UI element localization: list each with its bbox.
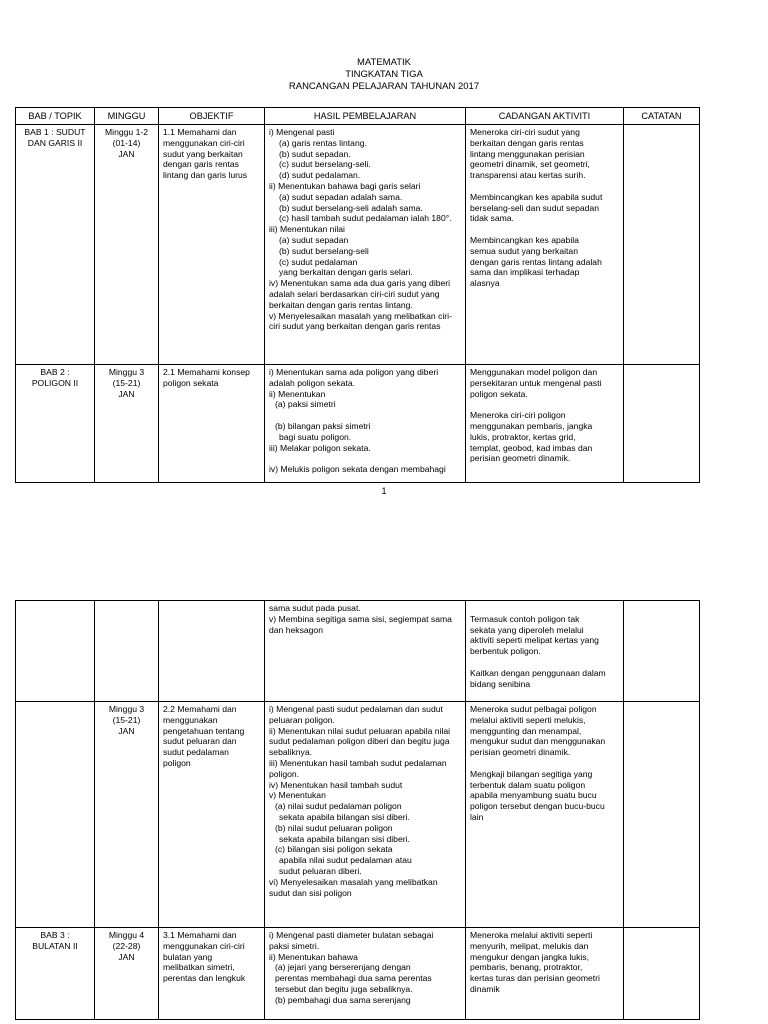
form-level-title: TINGKATAN TIGA — [345, 69, 423, 80]
cell-line: berkaitan dengan garis rentas lintang. — [269, 299, 413, 310]
hasil-pembelajaran-cell — [265, 365, 466, 483]
cell-line: dengan garis rentas — [163, 159, 239, 170]
minggu-cell — [95, 928, 159, 1020]
hasil-pembelajaran-cell — [265, 928, 466, 1020]
cell-line: Kaitkan dengan penggunaan dalam — [470, 667, 606, 678]
cell-line: (a) garis rentas lintang. — [279, 137, 367, 148]
cell-line: adalah poligon sekata. — [269, 377, 356, 388]
cell-line: (b) sudut sepadan. — [279, 148, 351, 159]
cell-line: lintang dan garis lurus — [163, 170, 248, 181]
cell-line: dinamik — [470, 983, 500, 994]
column-header: CATATAN — [624, 108, 700, 125]
minggu-cell — [95, 601, 159, 702]
cell-line: bidang senibina — [470, 678, 531, 689]
cell-line: JAN — [118, 725, 135, 736]
cell-line: peluaran poligon. — [269, 714, 335, 725]
cell-line: (a) sudut sepadan adalah sama. — [279, 191, 403, 202]
cell-line: (b) sudut berselang-seli adalah sama. — [279, 202, 423, 213]
cell-line: iv) Menentukan sama ada dua garis yang diberi — [269, 278, 451, 289]
cell-line: iii) Melakar poligon sekata. — [269, 442, 371, 453]
page-number: 1 — [381, 486, 387, 496]
cell-line: (a) paksi simetri — [275, 399, 336, 410]
cell-line: poligon — [163, 757, 191, 768]
cadangan-aktiviti-cell — [466, 928, 624, 1020]
cell-line: BAB 1 : SUDUT — [24, 127, 86, 137]
cell-line: JAN — [118, 951, 135, 962]
catatan-cell — [624, 702, 700, 928]
cell-line: transparensi atau kertas surih. — [470, 170, 586, 181]
cell-line: sudut pedalaman — [163, 747, 229, 758]
cell-line: Meneroka ciri-ciri poligon — [470, 410, 566, 421]
cell-line: BAB 3 : — [40, 930, 70, 940]
bab-topik-cell — [16, 601, 95, 702]
cell-line: POLIGON II — [31, 377, 79, 388]
minggu-cell — [95, 125, 159, 365]
column-header: CADANGAN AKTIVITI — [466, 108, 624, 125]
table-row — [16, 928, 700, 1020]
cadangan-aktiviti-cell — [466, 125, 624, 365]
cell-line: i) Mengenal pasti — [269, 127, 335, 137]
cell-line: Minggu 3 — [108, 704, 145, 714]
cell-line: aktiviti seperti melipat kertas yang — [470, 635, 599, 646]
cell-line: v) Menyelesaikan masalah yang melibatkan ciri- — [269, 310, 452, 321]
cell-line: (c) bilangan sisi poligon sekata — [275, 844, 393, 855]
cell-line: (a) nilai sudut pedalaman poligon — [275, 801, 402, 812]
cell-line: menggunakan ciri-ciri — [163, 940, 245, 951]
cell-line: templat, geobod, kad imbas dan — [470, 442, 593, 453]
cell-line: melibatkan simetri, — [163, 962, 235, 973]
cell-line: Minggu 3 — [108, 367, 145, 377]
cell-line: i) Menentukan sama ada poligon yang diberi — [269, 367, 439, 377]
cell-line: melalui aktiviti seperti melukis, — [470, 714, 586, 725]
cell-line: (c) hasil tambah sudut pedalaman ialah 180°. — [279, 213, 452, 224]
cell-line: 2.1 Memahami konsep — [163, 367, 250, 377]
cell-line: Meneroka ciri-ciri sudut yang — [470, 127, 580, 137]
cadangan-aktiviti-cell — [466, 601, 624, 702]
cell-line: i) Mengenal pasti diameter bulatan sebagai — [269, 930, 434, 940]
cell-line: mengukur dengan jangka lukis, — [470, 951, 589, 962]
cell-line: sama dan implikasi terhadap — [470, 267, 580, 278]
cell-line: sudut pedalaman poligon diberi dan begitu juga — [269, 736, 450, 747]
cell-line: ii) Menentukan nilai sudut peluaran apabila nilai — [269, 725, 451, 736]
cell-line: sekata yang diperoleh melalui — [470, 624, 584, 635]
cell-line: menyurih, melipat, melukis dan — [470, 940, 589, 951]
cell-line: sebaliknya. — [269, 747, 312, 758]
cell-line: pengetahuan tentang — [163, 725, 245, 736]
cell-line: poligon sekata — [163, 377, 219, 388]
bab-topik-cell — [16, 702, 95, 928]
cell-line: (c) sudut berselang-seli. — [279, 159, 371, 170]
cell-line: DAN GARIS II — [27, 137, 83, 148]
cell-line: adalah selari berdasarkan ciri-ciri sudut yang — [269, 288, 440, 299]
hasil-pembelajaran-cell — [265, 125, 466, 365]
cell-line: sama sudut pada pusat. — [269, 603, 361, 613]
catatan-cell — [624, 125, 700, 365]
cell-line: (a) jejari yang berserenjang dengan — [275, 962, 411, 973]
cell-line: Meneroka sudut pelbagai poligon — [470, 704, 597, 714]
cell-line: (b) sudut berselang-seli — [279, 245, 369, 256]
objektif-cell — [159, 601, 265, 702]
cell-line: i) Mengenal pasti sudut pedalaman dan sudut — [269, 704, 443, 714]
cell-line: perentas membahagi dua sama perentas — [275, 973, 432, 984]
cell-line: Mengkaji bilangan segitiga yang — [470, 768, 593, 779]
cell-line: Membincangkan kes apabila sudut — [470, 191, 603, 202]
cell-line: lintang menggunakan perisian — [470, 148, 585, 159]
cell-line: apabila menyambung suatu bucu — [470, 790, 597, 801]
cell-line: JAN — [118, 148, 135, 159]
cell-line: pembaris, benang, protraktor, — [470, 962, 583, 973]
catatan-cell — [624, 365, 700, 483]
cell-line: berbentuk poligon. — [470, 646, 541, 657]
cell-line: semua sudut yang berkaitan — [470, 245, 578, 256]
cell-line: tersebut dan begitu juga sebaliknya. — [275, 983, 413, 994]
lesson-plan-table-page2 — [15, 600, 700, 1020]
cell-line: iv) Melukis poligon sekata dengan membahagi — [269, 464, 446, 475]
cell-line: terbentuk dalam suatu poligon — [470, 779, 586, 790]
cell-line: sudut yang berkaitan — [163, 148, 243, 159]
hasil-pembelajaran-cell — [265, 601, 466, 702]
cell-line: (b) bilangan paksi simetri — [275, 420, 371, 431]
cell-line: ciri sudut yang berkaitan dengan garis rentas — [269, 321, 441, 332]
cell-line: sudut dan sisi poligon — [269, 887, 352, 898]
hasil-pembelajaran-cell — [265, 702, 466, 928]
objektif-cell — [159, 928, 265, 1020]
cell-line: Minggu 4 — [108, 930, 145, 940]
cell-line: (22-28) — [112, 940, 141, 951]
cell-line: sudut peluaran diberi. — [279, 865, 362, 876]
cell-line: Minggu 1-2 — [105, 127, 148, 137]
table-row — [16, 365, 700, 483]
column-header: BAB / TOPIK — [16, 108, 95, 125]
cell-line: Menggunakan model poligon dan — [470, 367, 598, 377]
table-row — [16, 601, 700, 702]
cell-line: apabila nilai sudut pedalaman atau — [279, 855, 412, 866]
cell-line: iv) Menentukan hasil tambah sudut — [269, 779, 403, 790]
cell-line: Termasuk contoh poligon tak — [470, 613, 580, 624]
objektif-cell — [159, 365, 265, 483]
minggu-cell — [95, 702, 159, 928]
cell-line: sekata apabila bilangan sisi diberi. — [279, 833, 410, 844]
cell-line: (01-14) — [112, 137, 141, 148]
cell-line: vi) Menyelesaikan masalah yang melibatkan — [269, 876, 438, 887]
cell-line: v) Menentukan — [269, 790, 326, 801]
table-header-row — [16, 108, 700, 125]
cell-line: lukis, protraktor, kertas grid, — [470, 431, 576, 442]
cell-line: tidak sama. — [470, 213, 514, 224]
cell-line: poligon sekata. — [470, 388, 528, 399]
column-header: OBJEKTIF — [159, 108, 265, 125]
bab-topik-cell — [16, 365, 95, 483]
cadangan-aktiviti-cell — [466, 702, 624, 928]
table-row — [16, 125, 700, 365]
cell-line: poligon. — [269, 768, 300, 779]
cell-line: kertas turas dan perisian geometri — [470, 973, 600, 984]
cell-line: (c) sudut pedalaman — [279, 256, 358, 267]
cell-line: sudut peluaran dan — [163, 736, 237, 747]
plan-title: RANCANGAN PELAJARAN TAHUNAN 2017 — [288, 81, 480, 92]
cell-line: iii) Menentukan hasil tambah sudut pedalaman — [269, 757, 447, 768]
cell-line: menggunakan pembaris, jangka — [470, 420, 593, 431]
cell-line: yang berkaitan dengan garis selari. — [279, 267, 413, 278]
cell-line: Meneroka melalui aktiviti seperti — [470, 930, 593, 940]
catatan-cell — [624, 601, 700, 702]
cell-line: sekata apabila bilangan sisi diberi. — [279, 811, 410, 822]
cell-line: ii) Menentukan — [269, 388, 326, 399]
cell-line: dan heksagon — [269, 624, 323, 635]
cell-line: menggunting dan menampal, — [470, 725, 582, 736]
lesson-plan-table-page1 — [15, 107, 700, 483]
cell-line: persekitaran untuk mengenal pasti — [470, 377, 602, 388]
cell-line: (15-21) — [112, 377, 141, 388]
column-header: MINGGU — [95, 108, 159, 125]
cell-line: dengan garis rentas lintang adalah — [470, 256, 602, 267]
objektif-cell — [159, 125, 265, 365]
cell-line: (a) sudut sepadan — [279, 234, 349, 245]
cell-line: bagi suatu poligon. — [279, 431, 352, 442]
cell-line: ii) Menentukan bahawa — [269, 951, 358, 962]
cell-line: berkaitan dengan garis rentas — [470, 137, 584, 148]
bab-topik-cell — [16, 928, 95, 1020]
cell-line: (15-21) — [112, 714, 141, 725]
cell-line: geometri dinamik, set geometri, — [470, 159, 590, 170]
objektif-cell — [159, 702, 265, 928]
bab-topik-cell — [16, 125, 95, 365]
cell-line: 3.1 Memahami dan — [163, 930, 237, 940]
column-header: HASIL PEMBELAJARAN — [265, 108, 466, 125]
cell-line: perisian geometri dinamik. — [470, 453, 571, 464]
table-row — [16, 702, 700, 928]
cell-line: perisian geometri dinamik. — [470, 747, 571, 758]
cell-line: menggunakan ciri-ciri — [163, 137, 245, 148]
cell-line: ii) Menentukan bahawa bagi garis selari — [269, 180, 421, 191]
cell-line: mengukur sudut dan menggunakan — [470, 736, 606, 747]
cell-line: berselang-seli dan sudut sepadan — [470, 202, 599, 213]
cell-line: paksi simetri. — [269, 940, 320, 951]
cell-line: lain — [470, 811, 484, 822]
cell-line: alasnya — [470, 278, 500, 289]
cell-line: 1.1 Memahami dan — [163, 127, 237, 137]
cell-line: JAN — [118, 388, 135, 399]
cell-line: (b) pembahagi dua sama serenjang — [275, 994, 411, 1005]
cell-line: bulatan yang — [163, 951, 213, 962]
cell-line: BAB 2 : — [40, 367, 70, 377]
cell-line: perentas dan lengkuk — [163, 973, 246, 984]
cadangan-aktiviti-cell — [466, 365, 624, 483]
subject-title: MATEMATIK — [356, 57, 411, 68]
cell-line: (d) sudut pedalaman. — [279, 170, 361, 181]
cell-line: v) Membina segitiga sama sisi, segiempat sama — [269, 613, 452, 624]
cell-line: Membincangkan kes apabila — [470, 234, 579, 245]
cell-line: poligon tersebut dengan bucu-bucu — [470, 801, 605, 812]
catatan-cell — [624, 928, 700, 1020]
cell-line: 2.2 Memahami dan — [163, 704, 237, 714]
cell-line: menggunakan — [163, 714, 218, 725]
cell-line: (b) nilai sudut peluaran poligon — [275, 822, 393, 833]
cell-line: BULATAN II — [32, 940, 78, 951]
minggu-cell — [95, 365, 159, 483]
cell-line: iii) Menentukan nilai — [269, 224, 345, 235]
